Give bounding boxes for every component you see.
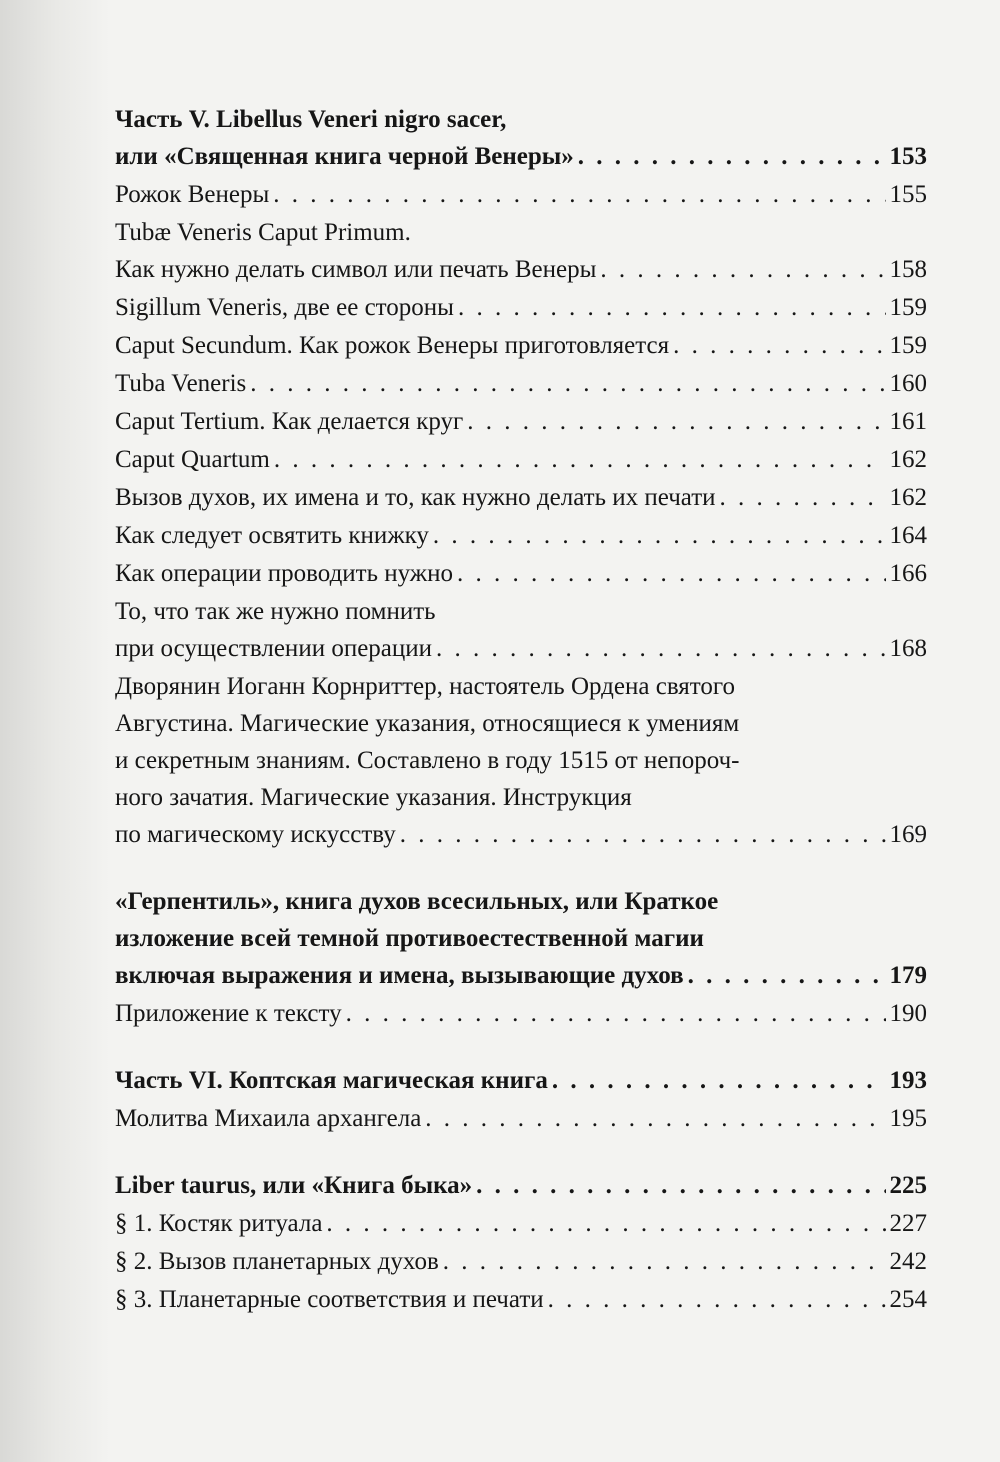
toc-entry-title: То, что так же нужно помнить (115, 598, 436, 625)
toc-entry-last-line (115, 251, 927, 288)
toc-page-number: 162 (889, 446, 927, 473)
dot-leader (436, 630, 885, 667)
toc-entry-line (115, 920, 927, 957)
toc-page-number: 190 (889, 1000, 927, 1027)
toc-entry (115, 668, 927, 853)
toc-entry-title: Августина. Магические указания, относящиеся к умениям (115, 710, 740, 737)
dot-leader (600, 251, 885, 288)
toc-entry (115, 479, 927, 516)
toc-page-number: 227 (889, 1210, 927, 1237)
toc-page-number: 161 (889, 408, 927, 435)
toc-entry-last-line (115, 517, 927, 554)
toc-entry (115, 593, 927, 667)
toc-entry-title: § 1. Костяк ритуала (115, 1210, 323, 1237)
toc-entry-title: Как нужно делать символ или печать Венеры (115, 256, 597, 283)
toc-entry-line (115, 101, 927, 138)
dot-leader (457, 555, 886, 592)
toc-entry-last-line (115, 957, 927, 994)
dot-leader (346, 995, 886, 1032)
dot-leader (400, 816, 886, 853)
toc-entry-title: Caput Tertium. Как делается круг (115, 408, 464, 435)
toc-entry (115, 214, 927, 288)
toc-entry-title: Молитва Михаила архангела (115, 1105, 422, 1132)
toc-page-number: 159 (889, 332, 927, 359)
toc-page-number: 155 (889, 181, 927, 208)
toc-entry-last-line (115, 479, 927, 516)
toc-entry-line (115, 779, 927, 816)
toc-entry (115, 1281, 927, 1318)
toc-entry-last-line (115, 1167, 927, 1204)
toc-entry (115, 101, 927, 175)
toc-page-number: 193 (889, 1067, 927, 1094)
toc-entry (115, 555, 927, 592)
toc-entry-last-line (115, 327, 927, 364)
toc-entry (115, 1062, 927, 1099)
table-of-contents (115, 100, 927, 1318)
toc-page-number: 159 (889, 294, 927, 321)
dot-leader (552, 1062, 886, 1099)
toc-entry-last-line (115, 365, 927, 402)
toc-entry-title: «Герпентиль», книга духов всесильных, или Краткое (115, 888, 719, 915)
toc-entry-title: ного зачатия. Магические указания. Инструкция (115, 784, 632, 811)
toc-entry (115, 883, 927, 994)
toc-page-number: 169 (889, 821, 927, 848)
toc-entry-last-line (115, 1100, 927, 1137)
toc-entry-last-line (115, 1281, 927, 1318)
dot-leader (467, 403, 885, 440)
toc-page-number: 242 (889, 1248, 927, 1275)
toc-entry-last-line (115, 403, 927, 440)
toc-page-number: 166 (889, 560, 927, 587)
toc-entry-last-line (115, 138, 927, 175)
dot-leader (578, 138, 886, 175)
toc-entry-title: изложение всей темной противоестественной магии (115, 925, 704, 952)
toc-entry-title: по магическому искусству (115, 821, 396, 848)
scan-bleed-through (0, 0, 110, 1462)
toc-entry-title: Sigillum Veneris, две ее стороны (115, 294, 454, 321)
toc-entry (115, 1243, 927, 1280)
dot-leader (443, 1243, 886, 1280)
toc-page-number: 164 (889, 522, 927, 549)
toc-entry-title: Liber taurus, или «Книга быка» (115, 1172, 473, 1199)
toc-entry (115, 1205, 927, 1242)
dot-leader (688, 957, 886, 994)
toc-entry-last-line (115, 995, 927, 1032)
dot-leader (425, 1100, 885, 1137)
toc-entry-last-line (115, 1205, 927, 1242)
toc-entry-last-line (115, 816, 927, 853)
toc-page-number: 179 (889, 962, 927, 989)
toc-entry-title: Рожок Венеры (115, 181, 270, 208)
toc-entry-last-line (115, 630, 927, 667)
toc-entry-title: Приложение к тексту (115, 1000, 342, 1027)
toc-page-number: 254 (889, 1286, 927, 1313)
toc-entry-title: Как операции проводить нужно (115, 560, 453, 587)
toc-entry (115, 289, 927, 326)
dot-leader (273, 176, 885, 213)
dot-leader (476, 1167, 885, 1204)
toc-page-number: 225 (889, 1172, 927, 1199)
dot-leader (250, 365, 885, 402)
toc-entry (115, 1100, 927, 1137)
toc-entry-line (115, 705, 927, 742)
toc-entry (115, 1167, 927, 1204)
toc-entry-last-line (115, 289, 927, 326)
toc-entry-line (115, 593, 927, 630)
toc-entry-title: Caput Secundum. Как рожок Венеры приготовляется (115, 332, 670, 359)
dot-leader (326, 1205, 885, 1242)
toc-entry-title: или «Священная книга черной Венеры» (115, 143, 574, 170)
toc-entry (115, 995, 927, 1032)
toc-entry-last-line (115, 441, 927, 478)
toc-entry (115, 517, 927, 554)
toc-entry-last-line (115, 1062, 927, 1099)
toc-entry-title: Caput Quartum (115, 446, 270, 473)
toc-entry-title: при осуществлении операции (115, 635, 433, 662)
dot-leader (458, 289, 886, 326)
dot-leader (548, 1281, 886, 1318)
toc-entry-last-line (115, 555, 927, 592)
toc-entry-line (115, 742, 927, 779)
dot-leader (673, 327, 885, 364)
toc-page-number: 160 (889, 370, 927, 397)
toc-entry-line (115, 214, 927, 251)
toc-entry-title: включая выражения и имена, вызывающие духов (115, 962, 684, 989)
dot-leader (274, 441, 886, 478)
toc-entry (115, 176, 927, 213)
toc-entry-last-line (115, 1243, 927, 1280)
dot-leader (720, 479, 886, 516)
toc-entry-title: § 2. Вызов планетарных духов (115, 1248, 439, 1275)
dot-leader (433, 517, 886, 554)
toc-entry-title: и секретным знаниям. Составлено в году 1515 от непороч- (115, 747, 740, 774)
toc-entry-title: Часть V. Libellus Veneri nigro sacer, (115, 106, 507, 133)
toc-entry-title: § 3. Планетарные соответствия и печати (115, 1286, 544, 1313)
toc-page-number: 162 (889, 484, 927, 511)
toc-entry (115, 327, 927, 364)
toc-entry (115, 403, 927, 440)
toc-entry-line (115, 668, 927, 705)
toc-entry (115, 365, 927, 402)
toc-page-number: 168 (889, 635, 927, 662)
toc-entry-line (115, 883, 927, 920)
toc-entry (115, 441, 927, 478)
toc-entry-title: Вызов духов, их имена и то, как нужно делать их печати (115, 484, 716, 511)
toc-entry-last-line (115, 176, 927, 213)
toc-entry-title: Как следует освятить книжку (115, 522, 429, 549)
toc-entry-title: Tuba Veneris (115, 370, 247, 397)
toc-entry-title: Часть VI. Коптская магическая книга (115, 1067, 548, 1094)
toc-entry-title: Дворянин Иоганн Корнриттер, настоятель Ордена святого (115, 673, 736, 700)
toc-page-number: 158 (889, 256, 927, 283)
toc-page-number: 153 (889, 143, 927, 170)
toc-page-number: 195 (889, 1105, 927, 1132)
toc-entry-title: Tubæ Veneris Caput Primum. (115, 219, 411, 246)
